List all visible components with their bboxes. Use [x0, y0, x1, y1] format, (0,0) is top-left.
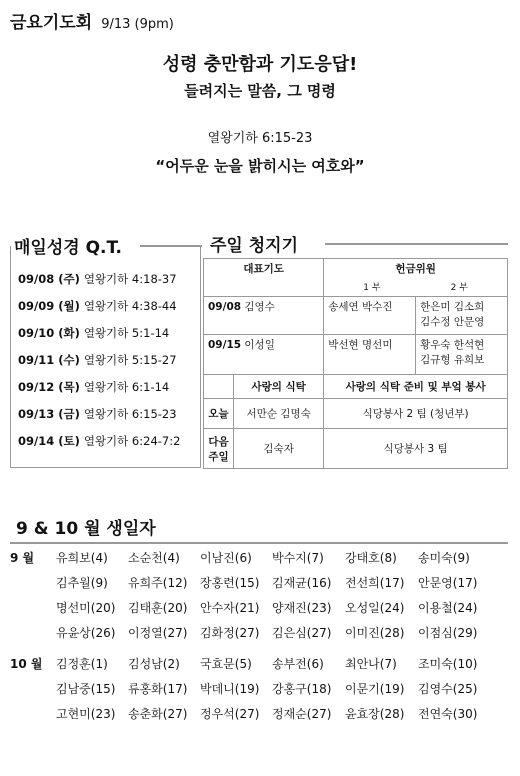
birthday-entry: 국효문(5) [200, 657, 252, 671]
today-label: 오늘 [204, 399, 234, 429]
qt-title: 매일성경 Q.T. [14, 233, 128, 258]
qt-passage: 열왕기하 6:24-7:2 [83, 434, 181, 448]
table-row [204, 429, 508, 469]
qt-row [18, 352, 177, 368]
birthday-entry: 이미진(28) [345, 626, 405, 640]
love-table-header: 사랑의 식탁 [234, 375, 324, 399]
qt-date: 09/09 (월) [18, 299, 84, 313]
qt-passage: 열왕기하 6:15-23 [83, 407, 177, 421]
prayer-header: 대표기도 [204, 259, 324, 297]
birthday-entry: 장홍련(15) [200, 576, 260, 590]
page-title: 금요기도회 [10, 13, 93, 33]
birthday-entry: 김정훈(1) [56, 657, 108, 671]
offering-part2: 한은미 김소희 김수정 안문영 [416, 297, 508, 335]
sermon-title: “어두운 눈을 밝히시는 여호와” [155, 157, 365, 175]
sunday-title-rule [325, 243, 508, 245]
birthday-entry: 박데니(19) [200, 682, 260, 696]
birthday-entry: 전연숙(30) [418, 707, 478, 721]
qt-row [18, 406, 177, 422]
birthday-entry: 류홍화(17) [128, 682, 188, 696]
birthday-entry: 김남중(15) [56, 682, 116, 696]
qt-date: 09/12 (목) [18, 380, 84, 394]
birthday-entry: 양재진(23) [272, 601, 332, 615]
qt-date: 09/11 (수) [18, 353, 84, 367]
birthday-entry: 소순천(4) [128, 551, 180, 565]
birthday-entry: 안수자(21) [200, 601, 260, 615]
theme-line-1: 성령 충만함과 기도응답! [162, 54, 358, 75]
birthday-entry: 이정열(27) [128, 626, 188, 640]
offering-part1: 박선현 명선미 [324, 335, 416, 375]
qt-passage: 열왕기하 5:1-14 [83, 326, 170, 340]
birthday-entry: 강태호(8) [345, 551, 397, 565]
birthday-entry: 이용철(24) [418, 601, 478, 615]
qt-passage: 열왕기하 4:38-44 [83, 299, 177, 313]
next-love: 김숙자 [234, 429, 324, 469]
qt-date: 09/13 (금) [18, 407, 84, 421]
birthday-entry: 김성남(2) [128, 657, 180, 671]
birthday-entry: 송춘화(27) [128, 707, 188, 721]
birthday-title-rule [10, 542, 508, 544]
birthday-entry: 오성일(24) [345, 601, 405, 615]
birthday-entry: 고현미(23) [56, 707, 116, 721]
qt-date: 09/08 (주) [18, 272, 84, 286]
today-love: 서만순 김명숙 [234, 399, 324, 429]
birthday-entry: 김은심(27) [272, 626, 332, 640]
birthday-entry: 안문영(17) [418, 576, 478, 590]
part1-label: 1 부 [363, 283, 381, 293]
qt-date: 09/10 (화) [18, 326, 84, 340]
october-label: 10 월 [10, 657, 43, 671]
birthday-entry: 윤효장(28) [345, 707, 405, 721]
prayer-cell: 09/15 이성일 [204, 335, 324, 375]
theme-line-2: 들려지는 말씀, 그 명령 [184, 82, 336, 100]
birthday-entry: 송미숙(9) [418, 551, 470, 565]
qt-row [18, 271, 177, 287]
birthday-entry: 김추월(9) [56, 576, 108, 590]
love-prep-header: 사랑의 식탁 준비 및 부엌 봉사 [324, 375, 508, 399]
birthday-entry: 김재균(16) [272, 576, 332, 590]
prayer-cell: 09/08 김영수 [204, 297, 324, 335]
offering-part1: 송세연 박수진 [324, 297, 416, 335]
birthday-entry: 유희보(4) [56, 551, 108, 565]
table-row [204, 297, 508, 335]
birthday-entry: 김태훈(20) [128, 601, 188, 615]
header [10, 8, 174, 33]
qt-passage: 열왕기하 5:15-27 [83, 353, 177, 367]
part2-label: 2 부 [450, 283, 468, 293]
sunday-table [203, 258, 508, 469]
birthday-entry: 이문기(19) [345, 682, 405, 696]
qt-row [18, 325, 169, 341]
offering-header: 헌금위원 1 부 2 부 [324, 259, 508, 297]
birthday-entry: 강홍구(18) [272, 682, 332, 696]
birthday-entry: 박수지(7) [272, 551, 324, 565]
table-row [204, 335, 508, 375]
birthday-entry: 김화정(27) [200, 626, 260, 640]
birthday-entry: 최안나(7) [345, 657, 397, 671]
table-row [204, 399, 508, 429]
next-label: 다음 주일 [204, 429, 234, 469]
birthday-entry: 전선희(17) [345, 576, 405, 590]
birthday-title: 9 & 10 월 생일자 [16, 514, 162, 539]
qt-row [18, 298, 177, 314]
qt-date: 09/14 (토) [18, 434, 84, 448]
birthday-entry: 유윤상(26) [56, 626, 116, 640]
birthday-entry: 이점심(29) [418, 626, 478, 640]
scripture-reference: 열왕기하 6:15-23 [207, 131, 313, 146]
birthday-entry: 정재순(27) [272, 707, 332, 721]
today-prep: 식당봉사 2 팀 (청년부) [324, 399, 508, 429]
birthday-entry: 송부전(6) [272, 657, 324, 671]
birthday-entry: 조미숙(10) [418, 657, 478, 671]
qt-passage: 열왕기하 4:18-37 [83, 272, 177, 286]
qt-passage: 열왕기하 6:1-14 [83, 380, 170, 394]
birthday-entry: 정우석(27) [200, 707, 260, 721]
september-label: 9 월 [10, 551, 35, 565]
service-date: 9/13 (9pm) [101, 17, 174, 32]
birthday-entry: 김영수(25) [418, 682, 478, 696]
next-prep: 식당봉사 3 팀 [324, 429, 508, 469]
offering-part2: 황우숙 한석현 김규형 유희보 [416, 335, 508, 375]
birthday-entry: 유희주(12) [128, 576, 188, 590]
sunday-title: 주일 청지기 [210, 231, 304, 256]
birthday-entry: 명선미(20) [56, 601, 116, 615]
qt-row [18, 379, 169, 395]
birthday-entry: 이남진(6) [200, 551, 252, 565]
qt-row [18, 433, 180, 449]
